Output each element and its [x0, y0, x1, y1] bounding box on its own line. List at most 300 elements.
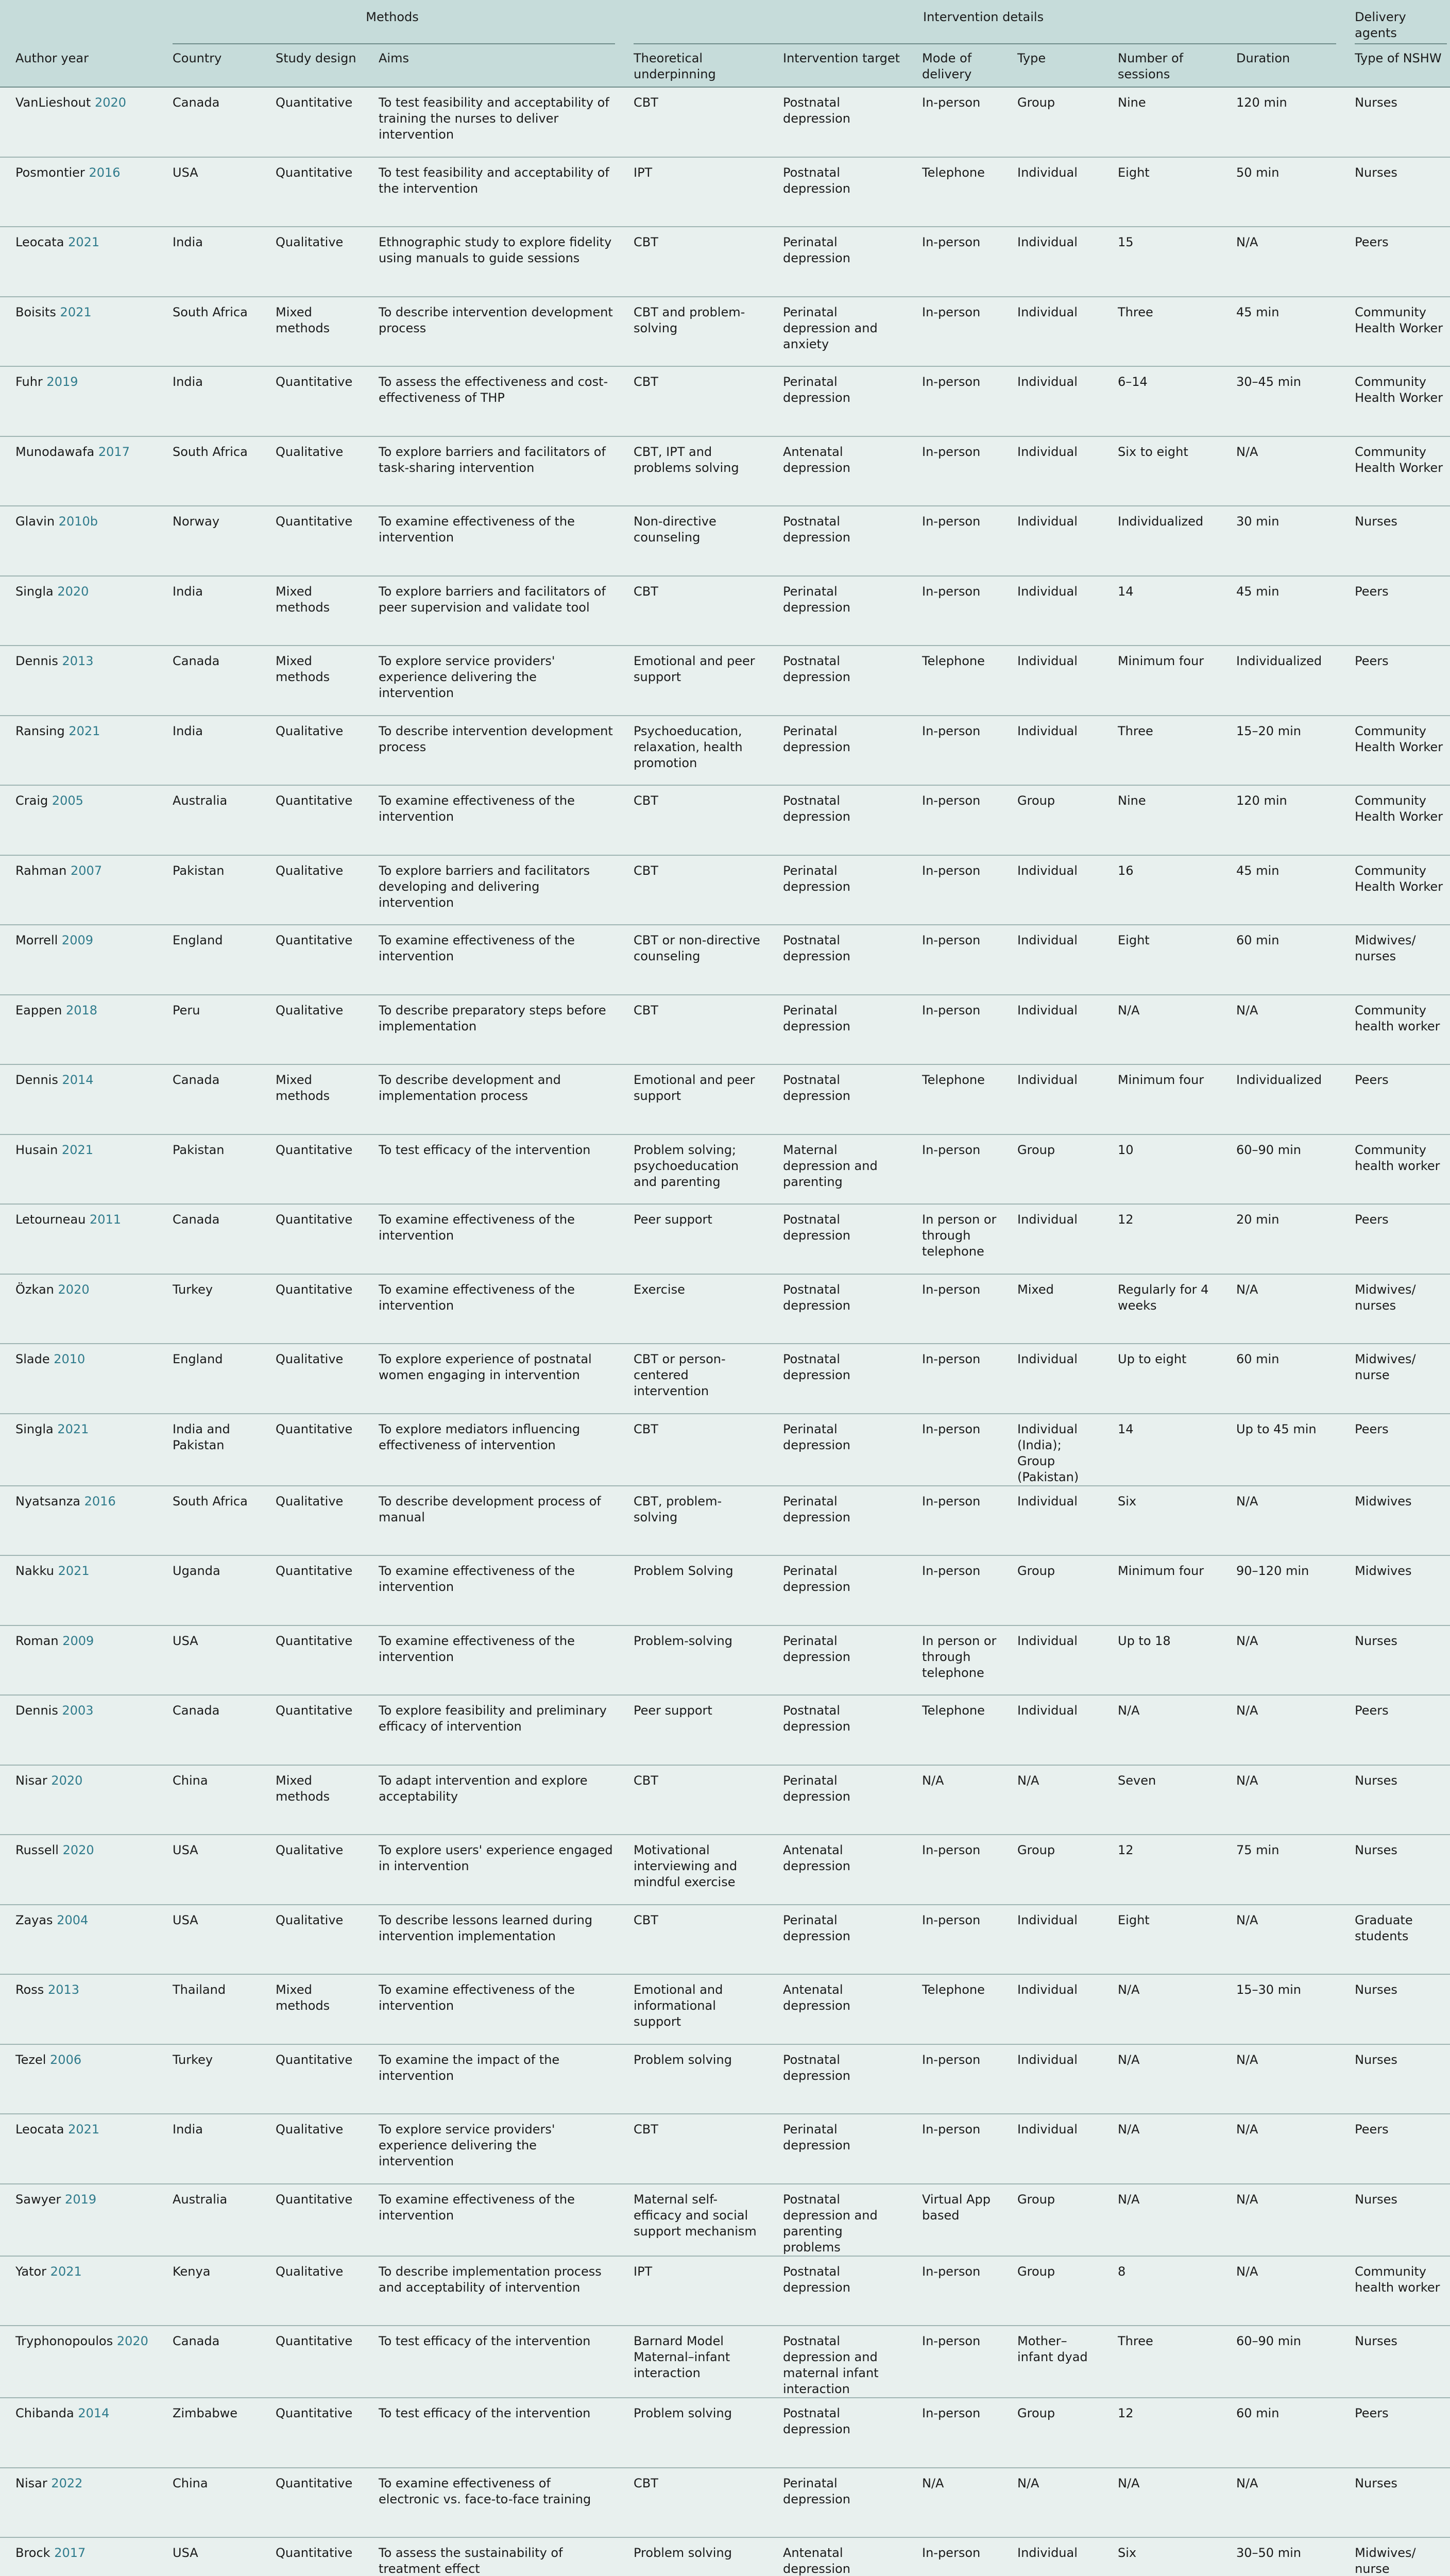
year-link[interactable]: 2021	[50, 2264, 82, 2279]
cell-nshw: Midwives/ nurses	[1355, 933, 1416, 963]
col-aims-header: Aims	[363, 44, 618, 87]
cell-sessions: 6–14	[1118, 375, 1148, 389]
cell-country: USA	[173, 165, 198, 180]
cell-sessions: 8	[1118, 2264, 1126, 2279]
cell-country: South Africa	[173, 304, 248, 319]
cell-duration: N/A	[1236, 235, 1258, 249]
cell-mode: In-person	[922, 793, 981, 808]
cell-aims: To describe preparatory steps before implementation	[379, 1003, 606, 1033]
author-name: Singla	[15, 1421, 54, 1436]
cell-sessions: 12	[1118, 1843, 1134, 1857]
year-link[interactable]: 2010b	[58, 514, 98, 529]
year-link[interactable]: 2010	[54, 1352, 86, 1366]
cell-design: Qualitative	[276, 1494, 344, 1509]
cell-type: Individual	[1017, 584, 1078, 599]
year-link[interactable]: 2021	[68, 2122, 100, 2137]
year-link[interactable]: 2005	[52, 793, 83, 808]
author-name: Dennis	[15, 654, 58, 668]
year-link[interactable]: 2013	[47, 1982, 80, 1997]
year-link[interactable]: 2022	[51, 2476, 83, 2490]
cell-target: Perinatal depression	[783, 1912, 850, 1943]
cell-duration: 60–90 min	[1236, 1142, 1301, 1157]
cell-theory: CBT, problem-solving	[634, 1494, 722, 1524]
cell-sessions: Individualized	[1118, 514, 1204, 529]
cell-nshw: Nurses	[1355, 2334, 1397, 2348]
cell-country: USA	[173, 2546, 198, 2560]
cell-sessions: Nine	[1118, 793, 1146, 808]
cell-sessions: Minimum four	[1118, 1073, 1204, 1087]
cell-type: N/A	[1017, 2476, 1039, 2490]
table-row	[0, 1064, 1450, 1134]
cell-design: Qualitative	[276, 1003, 344, 1018]
cell-mode: In-person	[922, 1282, 981, 1297]
cell-nshw: Nurses	[1355, 95, 1397, 110]
table-row	[0, 1486, 1450, 1556]
table-row	[0, 2256, 1450, 2326]
year-link[interactable]: 2004	[57, 1912, 89, 1927]
cell-country: India	[173, 375, 203, 389]
header-group-methods: Methods	[157, 0, 618, 44]
cell-target: Perinatal depression	[783, 2122, 850, 2153]
cell-aims: To describe development and implementation process	[379, 1073, 561, 1103]
cell-type: Group	[1017, 95, 1055, 110]
cell-nshw: Peers	[1355, 1073, 1389, 1087]
table-row	[0, 2044, 1450, 2114]
col-type-header: Type	[1002, 44, 1102, 87]
cell-mode: In-person	[922, 1352, 981, 1366]
cell-duration: Up to 45 min	[1236, 1421, 1317, 1436]
year-link[interactable]: 2020	[94, 95, 127, 110]
cell-author-year	[0, 1134, 157, 1205]
author-name: Rahman	[15, 863, 67, 878]
table-row	[0, 2114, 1450, 2184]
cell-mode: In-person	[922, 2334, 981, 2348]
cell-aims: To explore experience of postnatal women engaging in intervention	[379, 1352, 592, 1382]
cell-mode: In-person	[922, 863, 981, 878]
cell-target: Perinatal depression	[783, 863, 850, 894]
year-link[interactable]: 2011	[90, 1212, 122, 1227]
cell-author-year	[0, 227, 157, 297]
cell-duration: 20 min	[1236, 1212, 1280, 1227]
cell-country: Canada	[173, 2334, 220, 2348]
cell-design: Quantitative	[276, 1564, 353, 1578]
year-link[interactable]: 2016	[89, 165, 121, 180]
cell-sessions: N/A	[1118, 2122, 1140, 2137]
table-row	[0, 1835, 1450, 1905]
cell-sessions: Six	[1118, 1494, 1137, 1509]
cell-mode: N/A	[922, 2476, 944, 2490]
cell-design: Quantitative	[276, 514, 353, 529]
cell-author-year	[0, 646, 157, 716]
cell-duration: N/A	[1236, 1494, 1258, 1509]
cell-country: Canada	[173, 95, 220, 110]
cell-duration: 30–50 min	[1236, 2546, 1301, 2560]
year-link[interactable]: 2021	[57, 1421, 89, 1436]
cell-nshw: Community Health Worker	[1355, 444, 1443, 475]
year-link[interactable]: 2020	[51, 1773, 83, 1788]
cell-duration: 60 min	[1236, 2406, 1280, 2420]
table-row	[0, 925, 1450, 995]
cell-country: Kenya	[173, 2264, 211, 2279]
cell-mode: Virtual App based	[922, 2192, 991, 2223]
cell-design: Quantitative	[276, 1703, 353, 1718]
year-link[interactable]: 2020	[57, 584, 89, 599]
cell-aims: To examine effectiveness of electronic vs. face-to-face training	[379, 2476, 591, 2506]
cell-type: Individual	[1017, 375, 1078, 389]
cell-type: Individual	[1017, 235, 1078, 249]
cell-nshw: Midwives	[1355, 1564, 1412, 1578]
cell-type: Individual	[1017, 1633, 1078, 1648]
cell-theory: CBT	[634, 1912, 658, 1927]
author-name: Brock	[15, 2546, 50, 2560]
cell-theory: CBT	[634, 793, 658, 808]
cell-country: India	[173, 584, 203, 599]
cell-aims: To explore feasibility and preliminary efficacy of intervention	[379, 1703, 607, 1734]
year-link[interactable]: 2020	[62, 1843, 94, 1857]
table-row	[0, 297, 1450, 367]
cell-country: South Africa	[173, 444, 248, 459]
author-name: Chibanda	[15, 2406, 74, 2420]
cell-target: Postnatal depression	[783, 1073, 850, 1103]
cell-type: Mixed	[1017, 1282, 1054, 1297]
cell-nshw: Community Health Worker	[1355, 723, 1443, 754]
cell-aims: To examine effectiveness of the intervention	[379, 2192, 575, 2223]
cell-design: Quantitative	[276, 2476, 353, 2490]
cell-nshw: Community Health Worker	[1355, 863, 1443, 894]
year-link[interactable]: 2013	[62, 654, 94, 668]
cell-nshw: Peers	[1355, 2122, 1389, 2137]
cell-duration: 60–90 min	[1236, 2334, 1301, 2348]
year-link[interactable]: 2017	[98, 444, 130, 459]
author-name: Craig	[15, 793, 48, 808]
cell-author-year	[0, 2184, 157, 2256]
cell-duration: 45 min	[1236, 584, 1280, 599]
cell-author-year	[0, 436, 157, 506]
cell-theory: CBT, IPT and problems solving	[634, 444, 739, 475]
cell-author-year	[0, 1344, 157, 1414]
cell-theory: CBT	[634, 863, 658, 878]
cell-country: England	[173, 933, 223, 947]
cell-theory: CBT	[634, 1003, 658, 1018]
col-mode-header: Mode of delivery	[907, 44, 1002, 87]
cell-nshw: Nurses	[1355, 1982, 1397, 1997]
cell-type: Group	[1017, 793, 1055, 808]
cell-country: USA	[173, 1843, 198, 1857]
cell-nshw: Midwives/ nurse	[1355, 2546, 1416, 2576]
cell-country: Canada	[173, 654, 220, 668]
cell-nshw: Community Health Worker	[1355, 304, 1443, 335]
cell-author-year	[0, 87, 157, 157]
author-name: Eappen	[15, 1003, 62, 1018]
cell-target: Postnatal depression and parenting problems	[783, 2192, 878, 2255]
cell-author-year	[0, 2326, 157, 2398]
table-row	[0, 1134, 1450, 1205]
cell-author-year	[0, 1274, 157, 1344]
year-link[interactable]: 2020	[58, 1282, 90, 1297]
col-author-header: Author year	[0, 44, 157, 87]
table-row	[0, 2184, 1450, 2256]
year-link[interactable]: 2014	[78, 2406, 110, 2420]
author-name: Boisits	[15, 304, 56, 319]
table-row	[0, 157, 1450, 227]
cell-duration: N/A	[1236, 1912, 1258, 1927]
cell-mode: Telephone	[922, 1073, 985, 1087]
year-link[interactable]: 2021	[68, 235, 100, 249]
cell-country: Canada	[173, 1703, 220, 1718]
cell-target: Postnatal depression	[783, 2406, 850, 2436]
cell-design: Mixed methods	[276, 1982, 330, 2013]
cell-country: Canada	[173, 1212, 220, 1227]
cell-theory: Problem solving	[634, 2406, 732, 2420]
author-name: Özkan	[15, 1282, 54, 1297]
year-link[interactable]: 2018	[65, 1003, 98, 1018]
cell-theory: Problem solving; psychoeducation and parenting	[634, 1142, 739, 1189]
cell-mode: In person or through telephone	[922, 1633, 997, 1680]
cell-country: India	[173, 723, 203, 738]
cell-theory: Problem-solving	[634, 1633, 732, 1648]
cell-theory: CBT	[634, 1773, 658, 1788]
cell-target: Postnatal depression	[783, 514, 850, 545]
cell-country: Peru	[173, 1003, 200, 1018]
year-link[interactable]: 2014	[62, 1073, 94, 1087]
cell-sessions: Minimum four	[1118, 1564, 1204, 1578]
cell-type: Individual	[1017, 933, 1078, 947]
col-target-header: Intervention target	[767, 44, 907, 87]
cell-duration: 45 min	[1236, 863, 1280, 878]
cell-author-year	[0, 2256, 157, 2326]
cell-country: England	[173, 1352, 223, 1366]
year-link[interactable]: 2021	[69, 723, 100, 738]
cell-aims: Ethnographic study to explore fidelity using manuals to guide sessions	[379, 235, 612, 265]
cell-theory: CBT or person-centered intervention	[634, 1352, 726, 1398]
author-name: Letourneau	[15, 1212, 86, 1227]
cell-target: Postnatal depression	[783, 2052, 850, 2083]
year-link[interactable]: 2007	[71, 863, 103, 878]
cell-aims: To describe intervention development process	[379, 304, 613, 335]
year-link[interactable]: 2003	[62, 1703, 94, 1718]
cell-target: Perinatal depression	[783, 1564, 850, 1594]
author-name: Fuhr	[15, 375, 43, 389]
cell-sessions: 12	[1118, 1212, 1134, 1227]
cell-design: Qualitative	[276, 1912, 344, 1927]
cell-nshw: Peers	[1355, 1421, 1389, 1436]
author-name: Sawyer	[15, 2192, 61, 2207]
cell-type: Individual	[1017, 165, 1078, 180]
cell-sessions: Three	[1118, 2334, 1153, 2348]
year-link[interactable]: 2019	[65, 2192, 97, 2207]
cell-target: Postnatal depression	[783, 793, 850, 824]
cell-theory: CBT and problem-solving	[634, 304, 745, 335]
cell-duration: N/A	[1236, 1003, 1258, 1018]
cell-theory: CBT	[634, 2122, 658, 2137]
cell-nshw: Nurses	[1355, 2052, 1397, 2067]
cell-author-year	[0, 1974, 157, 2044]
cell-design: Quantitative	[276, 1633, 353, 1648]
col-sessions-header: Number of sessions	[1102, 44, 1221, 87]
cell-target: Antenatal depression	[783, 1843, 850, 1873]
cell-duration: N/A	[1236, 2264, 1258, 2279]
cell-sessions: N/A	[1118, 1982, 1140, 1997]
cell-aims: To examine effectiveness of the intervention	[379, 793, 575, 824]
cell-author-year	[0, 1625, 157, 1696]
cell-country: India	[173, 235, 203, 249]
cell-author-year	[0, 1905, 157, 1975]
cell-mode: In-person	[922, 95, 981, 110]
cell-author-year	[0, 297, 157, 367]
cell-aims: To examine the impact of the intervention	[379, 2052, 560, 2083]
cell-sessions: Three	[1118, 723, 1153, 738]
cell-target: Postnatal depression	[783, 933, 850, 963]
cell-nshw: Nurses	[1355, 2476, 1397, 2490]
cell-author-year	[0, 2044, 157, 2114]
cell-design: Mixed methods	[276, 654, 330, 684]
author-name: Morrell	[15, 933, 58, 947]
table-row	[0, 716, 1450, 786]
cell-sessions: N/A	[1118, 1003, 1140, 1018]
cell-design: Qualitative	[276, 1352, 344, 1366]
cell-nshw: Nurses	[1355, 165, 1397, 180]
author-name: Tryphonopoulos	[15, 2334, 113, 2348]
cell-theory: CBT	[634, 2476, 658, 2490]
cell-nshw: Nurses	[1355, 514, 1397, 529]
cell-mode: In-person	[922, 304, 981, 319]
cell-nshw: Peers	[1355, 584, 1389, 599]
year-link[interactable]: 2021	[62, 1142, 94, 1157]
cell-type: Group	[1017, 2406, 1055, 2420]
cell-design: Qualitative	[276, 863, 344, 878]
cell-theory: Problem solving	[634, 2052, 732, 2067]
cell-type: N/A	[1017, 1773, 1039, 1788]
cell-theory: Peer support	[634, 1703, 712, 1718]
year-link[interactable]: 2017	[54, 2546, 86, 2560]
cell-aims: To describe implementation process and acceptability of intervention	[379, 2264, 602, 2295]
cell-sessions: Up to eight	[1118, 1352, 1187, 1366]
cell-author-year	[0, 1486, 157, 1556]
author-name: Leocata	[15, 2122, 64, 2137]
cell-target: Perinatal depression	[783, 1494, 850, 1524]
cell-country: Pakistan	[173, 1142, 225, 1157]
cell-target: Postnatal depression	[783, 1352, 850, 1382]
cell-duration: 60 min	[1236, 1352, 1280, 1366]
cell-mode: In-person	[922, 514, 981, 529]
cell-aims: To adapt intervention and explore acceptability	[379, 1773, 588, 1804]
cell-theory: CBT	[634, 584, 658, 599]
cell-mode: In-person	[922, 1421, 981, 1436]
cell-author-year	[0, 1204, 157, 1274]
year-link[interactable]: 2006	[50, 2052, 82, 2067]
author-name: Leocata	[15, 235, 64, 249]
cell-design: Quantitative	[276, 1212, 353, 1227]
author-name: Slade	[15, 1352, 50, 1366]
cell-mode: In-person	[922, 2264, 981, 2279]
cell-design: Quantitative	[276, 95, 353, 110]
cell-mode: In-person	[922, 1564, 981, 1578]
author-name: Roman	[15, 1633, 59, 1648]
year-link[interactable]: 2021	[58, 1564, 90, 1578]
cell-duration: N/A	[1236, 1773, 1258, 1788]
cell-design: Quantitative	[276, 2406, 353, 2420]
cell-author-year	[0, 995, 157, 1065]
author-name: Posmontier	[15, 165, 85, 180]
cell-sessions: Nine	[1118, 95, 1146, 110]
year-link[interactable]: 2020	[116, 2334, 148, 2348]
cell-type: Individual	[1017, 2546, 1078, 2560]
cell-duration: N/A	[1236, 1282, 1258, 1297]
cell-target: Postnatal depression and maternal infant interaction	[783, 2334, 879, 2396]
cell-aims: To explore service providers' experience delivering the intervention	[379, 654, 555, 700]
cell-design: Quantitative	[276, 165, 353, 180]
cell-nshw: Community health worker	[1355, 2264, 1440, 2295]
cell-country: Turkey	[173, 1282, 213, 1297]
table-row	[0, 1555, 1450, 1625]
cell-theory: Exercise	[634, 1282, 685, 1297]
cell-theory: Emotional and informational support	[634, 1982, 723, 2029]
cell-aims: To assess the sustainability of treatment effect	[379, 2546, 563, 2576]
cell-target: Antenatal depression	[783, 1982, 850, 2013]
cell-duration: Individualized	[1236, 654, 1322, 668]
header-group-delivery: Delivery agents	[1339, 0, 1450, 44]
cell-country: USA	[173, 1912, 198, 1927]
table-row	[0, 227, 1450, 297]
author-name: Glavin	[15, 514, 55, 529]
cell-design: Qualitative	[276, 444, 344, 459]
year-link[interactable]: 2019	[46, 375, 78, 389]
cell-nshw: Community health worker	[1355, 1003, 1440, 1033]
cell-design: Qualitative	[276, 723, 344, 738]
cell-type: Group	[1017, 1564, 1055, 1578]
cell-nshw: Peers	[1355, 2406, 1389, 2420]
cell-sessions: 16	[1118, 863, 1134, 878]
cell-country: Uganda	[173, 1564, 220, 1578]
cell-design: Quantitative	[276, 2546, 353, 2560]
cell-theory: IPT	[634, 165, 653, 180]
cell-type: Individual	[1017, 654, 1078, 668]
table-row	[0, 576, 1450, 646]
cell-aims: To test feasibility and acceptability of training the nurses to deliver intervention	[379, 95, 609, 142]
cell-duration: 120 min	[1236, 793, 1287, 808]
cell-type: Individual	[1017, 444, 1078, 459]
cell-target: Postnatal depression	[783, 1703, 850, 1734]
author-name: Nisar	[15, 2476, 47, 2490]
cell-target: Perinatal depression and anxiety	[783, 304, 878, 351]
year-link[interactable]: 2016	[84, 1494, 116, 1509]
cell-mode: Telephone	[922, 1982, 985, 1997]
cell-country: Australia	[173, 2192, 228, 2207]
cell-aims: To explore mediators influencing effectiveness of intervention	[379, 1421, 581, 1452]
cell-theory: Maternal self-efficacy and social support mechanism	[634, 2192, 757, 2239]
year-link[interactable]: 2009	[61, 933, 93, 947]
cell-sessions: Eight	[1118, 933, 1150, 947]
cell-nshw: Midwives/ nurses	[1355, 1282, 1416, 1313]
year-link[interactable]: 2021	[60, 304, 92, 319]
cell-type: Individual	[1017, 1703, 1078, 1718]
cell-mode: In-person	[922, 375, 981, 389]
cell-type: Individual	[1017, 863, 1078, 878]
cell-nshw: Peers	[1355, 1212, 1389, 1227]
cell-author-year	[0, 576, 157, 646]
table-row	[0, 87, 1450, 157]
cell-sessions: 14	[1118, 584, 1134, 599]
cell-nshw: Community Health Worker	[1355, 375, 1443, 405]
table-row	[0, 2468, 1450, 2538]
cell-design: Qualitative	[276, 235, 344, 249]
cell-aims: To explore barriers and facilitators of task-sharing intervention	[379, 444, 606, 475]
cell-theory: Problem solving	[634, 2546, 732, 2560]
cell-aims: To explore users' experience engaged in intervention	[379, 1843, 613, 1873]
cell-theory: IPT	[634, 2264, 653, 2279]
cell-mode: In-person	[922, 933, 981, 947]
year-link[interactable]: 2009	[62, 1633, 94, 1648]
